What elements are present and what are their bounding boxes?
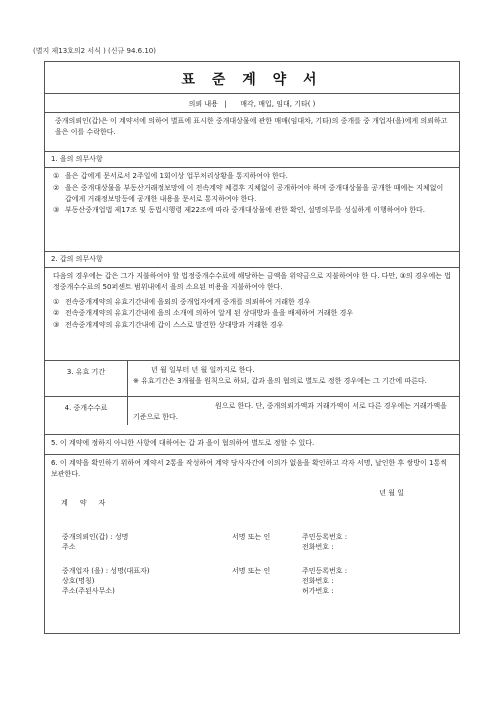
section-broker-duties: [45, 151, 459, 217]
intro-paragraph: 중개의뢰인(갑)은 이 계약서에 의하여 별표에 표시한 중개대상물에 관한 매매(임대차, 기타)의 중개를 중 개업자(을)에게 의뢰하고 을은 이를 수락한다.: [55, 117, 448, 136]
item-text: 을은 갑에게 문서로서 2주일에 1회이상 업무처리상황을 통지하여야 한다.: [65, 171, 288, 180]
broker-company-label: 상호(명칭): [62, 577, 95, 585]
list-item: [53, 320, 451, 331]
section-commission: [45, 396, 459, 425]
section-lead-text: 다음의 경우에는 갑은 그가 지불하여야 할 법정중개수수료에 해당하는 금액을 위약금으로 지불하여야 한 다. 다만, ③의 경우에는 법정중개수수료의 50퍼센트 범위내에서 을의 소요된 비용을 지불하여야 한다.: [53, 271, 451, 291]
item-number: ②: [53, 183, 60, 192]
section-body: [45, 268, 459, 331]
item-text: 전속중개계약의 유효기간내에 을의 소개에 의하여 알게 된 상대방과 을을 배제하여 거래한 경우: [65, 309, 354, 318]
client-phone-label: 전화번호 :: [302, 543, 334, 551]
item-text: 을은 중개대상물을 부동산거래정보망에 이 전속계약 체결후 지체없이 공개하여야 하며 중개대상물을 공개한 때에는 지체없이 갑에게 거래정보망등에 공개한 내용을 문서로 통지하여야 한다.: [65, 183, 444, 203]
client-row: [62, 542, 457, 552]
other-matters-text: 5. 이 계약에 정하지 아니한 사항에 대하여는 갑 과 을이 협의하여 별도로 정할 수 있다.: [51, 439, 315, 447]
item-text: 전속중개계약의 유효기간내에 을외의 중개업자에게 중개를 의뢰하여 거래한 경우: [65, 297, 311, 306]
item-number: ②: [53, 309, 60, 318]
item-number: ③: [53, 206, 60, 215]
broker-row: [62, 586, 457, 596]
list-item: [53, 171, 451, 182]
list-item: [53, 205, 451, 216]
request-label: 의뢰 내용: [188, 100, 218, 108]
broker-license-label: 허가번호 :: [302, 587, 334, 595]
validity-dates: 년 월 일부터 년 월 일까지로 한다.: [151, 366, 255, 374]
section-other-matters: [45, 434, 459, 451]
client-party-block: [62, 532, 457, 552]
section-heading: 1. 을의 의무사항: [45, 152, 459, 168]
list-item: [53, 297, 451, 308]
signature-label: 계약자: [61, 499, 118, 507]
item-text: 전속중개계약의 유효기간내에 갑이 스스로 발견한 상대방과 거래한 경우: [65, 321, 284, 330]
broker-sign-label: 서명 또는 인: [232, 567, 271, 575]
client-sign-label: 서명 또는 인: [232, 533, 271, 541]
section-confirmation: [45, 454, 459, 480]
section-client-duties: [45, 251, 459, 332]
contract-form: [44, 61, 460, 634]
item-number: ③: [53, 321, 60, 330]
broker-row: [62, 576, 457, 586]
client-name-label: 중개의뢰인(갑) : 성명: [62, 533, 129, 541]
broker-party-block: [62, 566, 457, 596]
row-label: [45, 397, 128, 425]
validity-note: ※ 유효기간은 3개월을 원칙으로 하되, 갑과 을의 협의로 별도로 정한 경우에는 그 기간에 따른다.: [133, 376, 427, 385]
broker-phone-label: 전화번호 :: [302, 577, 334, 585]
row-content: [133, 401, 451, 423]
request-separator: |: [224, 100, 227, 108]
row-label: [45, 361, 128, 397]
row-content: [133, 365, 451, 387]
list-item: [53, 308, 451, 319]
section-validity-period: [45, 360, 459, 397]
divider: [45, 112, 459, 113]
broker-row: [62, 566, 457, 576]
commission-text: 원으로 한다. 단, 중개의뢰가액과 거래가액이 서로 다른 경우에는 거래가액을 기준으로 한다.: [133, 402, 447, 421]
request-value: 매각, 매입, 임대, 기타( ): [240, 100, 316, 108]
section-heading: 2. 갑의 의무사항: [45, 252, 459, 268]
item-text: 부동산중개업법 제17조 및 동법시행령 제22조에 따라 중개대상물에 관한 확인, 설명의무를 성실하게 이행하여야 한다.: [65, 206, 426, 215]
list-item: [53, 183, 451, 205]
signature-date: 년 월 일: [379, 489, 404, 497]
client-row: [62, 532, 457, 542]
document-title: 표 준 계 약 서: [181, 72, 323, 88]
request-content-row: [45, 99, 459, 110]
broker-id-label: 주민등록번호 :: [302, 567, 348, 575]
client-id-label: 주민등록번호 :: [302, 533, 348, 541]
item-number: ①: [53, 171, 60, 180]
broker-address-label: 주소(주된사무소): [62, 587, 115, 595]
broker-name-label: 중개업자 (을) : 성명(대표자): [62, 567, 150, 575]
confirmation-text: 6. 이 계약을 확인하기 위하여 계약서 2통을 작성하여 계약 당사자간에 이의가 없음을 확인하고 각자 서명, 날인한 후 쌍방이 1통씩 보관한다.: [51, 459, 447, 478]
item-number: ①: [53, 297, 60, 306]
form-number-note: (별지 제13호의2 서식 ) (신규 94.6.10): [33, 47, 156, 55]
section-body: [45, 168, 459, 216]
validity-label: 3. 유효 기간: [66, 368, 106, 376]
divider: [45, 93, 459, 94]
commission-label: 4. 중개수수료: [64, 404, 108, 412]
client-address-label: 주소: [62, 543, 76, 551]
